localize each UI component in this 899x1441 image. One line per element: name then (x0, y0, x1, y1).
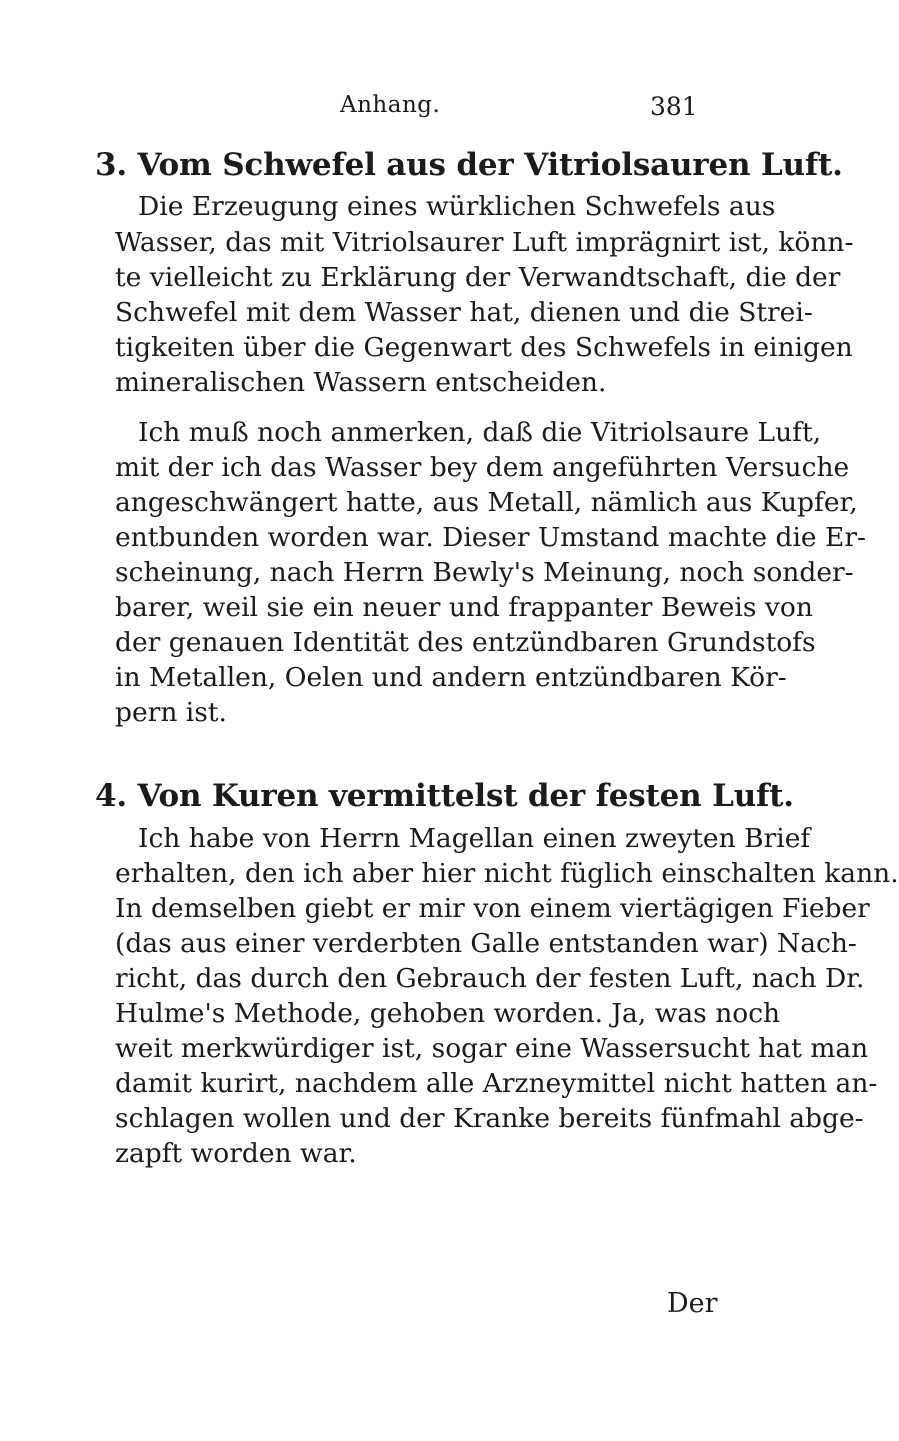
text-line: angeschwängert hatte, aus Metall, nämlich aus Kupfer, (115, 487, 858, 518)
text-line: Die Erzeugung eines würklichen Schwefels aus (138, 191, 776, 222)
text-line: zapft worden war. (115, 1138, 357, 1169)
text-line: in Metallen, Oelen und andern entzündbaren Kör- (115, 662, 787, 693)
text-line: entbunden worden war. Dieser Umstand machte die Er- (115, 522, 867, 553)
catchword: Der (667, 1288, 718, 1319)
section-heading-4: 4. Von Kuren vermittelst der festen Luft. (95, 778, 794, 814)
text-line: Schwefel mit dem Wasser hat, dienen und die Strei- (115, 297, 813, 328)
text-line: Hulme's Methode, gehoben worden. Ja, was noch (115, 998, 781, 1029)
running-title: Anhang. (340, 92, 441, 118)
text-line: scheinung, nach Herrn Bewly's Meinung, noch sonder- (115, 557, 854, 588)
text-line: tigkeiten über die Gegenwart des Schwefels in einigen (115, 332, 853, 363)
running-head (0, 92, 800, 132)
text-line: (das aus einer verderbten Galle entstanden war) Nach- (115, 928, 857, 959)
text-line: Wasser, das mit Vitriolsaurer Luft imprägnirt ist, könn- (115, 227, 854, 258)
text-line: mit der ich das Wasser bey dem angeführten Versuche (115, 452, 850, 483)
text-line: der genauen Identität des entzündbaren Grundstofs (115, 627, 816, 658)
section-heading-3: 3. Vom Schwefel aus der Vitriolsauren Luft. (95, 147, 843, 183)
text-line: damit kurirt, nachdem alle Arzneymittel nicht hatten an- (115, 1068, 878, 1099)
text-line: barer, weil sie ein neuer und frappanter Beweis von (115, 592, 813, 623)
text-line: weit merkwürdiger ist, sogar eine Wassersucht hat man (115, 1033, 869, 1064)
text-line: schlagen wollen und der Kranke bereits fünfmahl abge- (115, 1103, 864, 1134)
page-number: 381 (650, 92, 698, 121)
text-line: te vielleicht zu Erklärung der Verwandtschaft, die der (115, 262, 841, 293)
text-line: In demselben giebt er mir von einem viertägigen Fieber (115, 893, 870, 924)
text-line: Ich muß noch anmerken, daß die Vitriolsaure Luft, (138, 417, 822, 448)
text-line: pern ist. (115, 697, 227, 728)
text-line: mineralischen Wassern entscheiden. (115, 367, 607, 398)
text-line: erhalten, den ich aber hier nicht füglich einschalten kann. (115, 858, 899, 889)
text-line: Ich habe von Herrn Magellan einen zweyten Brief (138, 823, 811, 854)
text-line: richt, das durch den Gebrauch der festen Luft, nach Dr. (115, 963, 865, 994)
